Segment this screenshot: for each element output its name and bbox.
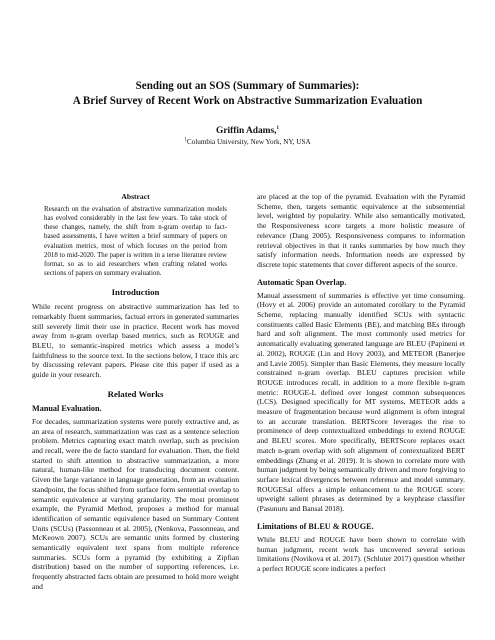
automatic-span-overlap-heading: Automatic Span Overlap. <box>257 277 347 287</box>
limitations-text: While BLEU and ROUGE have been shown to correlate with human judgment, recent work has uncovered several serious limitations (Novikova et al. 2017). (Schluter 2017) question whether a perfect ROUGE score indicates a perfect <box>257 534 465 573</box>
title-line-2: A Brief Survey of Recent Work on Abstractive Summarization Evaluation <box>72 95 423 107</box>
manual-evaluation-text: For decades, summarization systems were purely extractive and, as an area of research, summarization was cast as a sentence selection problem. Metrics capturing exact match overlap, such as precision and recall, were the de facto standard for evaluation. Then, the field started to shift attention to abstractive summarization, a more natural, human-like method for transducing document content. Given the large variance in language generation, from an evaluation standpoint, the focus shifted from surface form sentential overlap to semantic equivalence at varying granularity. The most prominent example, the Pyramid Method, proposes a method for manual identification of semantic equivalence based on Summary Content Units (SCUs) (Passonneau et al. 2005), (Nenkova, Passonneau, and McKeown 2007). SCUs are semantic units formed by clustering semantically equivalent text spans from multiple reference summaries. SCUs form a pyramid (by exhibiting a Zipfian distribution) based on the number of supporting references, i.e. frequently abstracted facts obtain are presumed to hold more weight and <box>32 416 239 591</box>
left-column <box>32 192 239 592</box>
author-affiliation <box>0 138 495 147</box>
paper-title <box>0 79 495 109</box>
right-column <box>257 192 465 574</box>
affil-marker: 1 <box>184 137 187 143</box>
abstract-heading: Abstract <box>121 192 150 201</box>
affiliation-text: Columbia University, New York, NY, USA <box>186 138 311 146</box>
author-affil-marker: 1 <box>276 125 279 131</box>
manual-evaluation-heading: Manual Evaluation. <box>32 403 102 413</box>
limitations-heading: Limitations of BLEU & ROUGE. <box>257 521 374 531</box>
related-works-heading: Related Works <box>107 388 164 399</box>
abstract-text: Research on the evaluation of abstractive summarization models has evolved considerably in the last few years. To take stock of these changes, namely, the shift from n-gram overlap to fact-based assessments, I have written a brief summary of papers on evaluation metrics, most of which focuses on the period from 2018 to mid-2020. The paper is written in a terse literature review format, so as to aid researchers when crafting related works sections of papers on summary evaluation. <box>44 206 227 278</box>
introduction-text: While recent progress on abstractive summarization has led to remarkably fluent summaries, factual errors in generated summaries still severely limit their use in practice. Recent work has moved away from n-gram overlap based metrics, such as ROUGE and BLEU, to semantic-inspired metrics which assess a model’s faithfulness to the source text. In the sections below, I trace this arc by discussing relevant papers. Please cite this paper if used as a guide in your research. <box>32 302 239 380</box>
title-line-1: Sending out an SOS (Summary of Summaries): <box>135 80 360 92</box>
author-text: Griffin Adams, <box>216 126 277 136</box>
automatic-span-overlap-text: Manual assessment of summaries is effective yet time consuming. (Hovy et al. 2006) provide an automated corollary to the Pyramid Scheme, replacing manually identified SCUs with syntactic constituents called Basic Elements (BE), and matching BEs through hard and soft alignment. The most commonly used metrics for automatically evaluating generated language are BLEU (Papineni et al. 2002), ROUGE (Lin and Hovy 2003), and METEOR (Banerjee and Lavie 2005). Simpler than Basic Elements, they measure locally constrained n-gram overlap. BLEU captures precision while ROUGE introduces recall, in addition to a more flexible n-gram metric: ROUGE-L defined over longest common subsequences (LCS). Designed specifically for MT systems, METEOR adds a measure of fragmentation because word alignment is often integral to an accurate translation. BERTScore leverages the rise to prominence of deep contextualized embeddings to extend ROUGE and BLEU scores. More specifically, BERTScore replaces exact match n-gram overlap with soft alignment of contextualized BERT embeddings (Zhang et al. 2019). It is shown to correlate more with human judgment by being semantically driven and more forgiving to surface lexical divergences between reference and model summary. ROUGESal offers a simple enhancement to the ROUGE score: upweight salient phrases as determined by a keyphrase classifier (Pasunuru and Bansal 2018). <box>257 290 465 514</box>
author-name <box>0 126 495 137</box>
introduction-heading: Introduction <box>111 287 160 298</box>
manual-evaluation-text-continued: are placed at the top of the pyramid. Evaluation with the Pyramid Scheme, then, targets semantic equivalence at the subsentential level, weighted by popularity. While also semantically motivated, the Responsiveness score targets a more holistic measure of relevance (Dang 2005). Responsiveness compares to information retrieval objectives in that it ranks summaries by how much they satisfy information needs. Information needs are expressed by discrete topic statements that cover different aspects of the source. <box>257 192 465 269</box>
